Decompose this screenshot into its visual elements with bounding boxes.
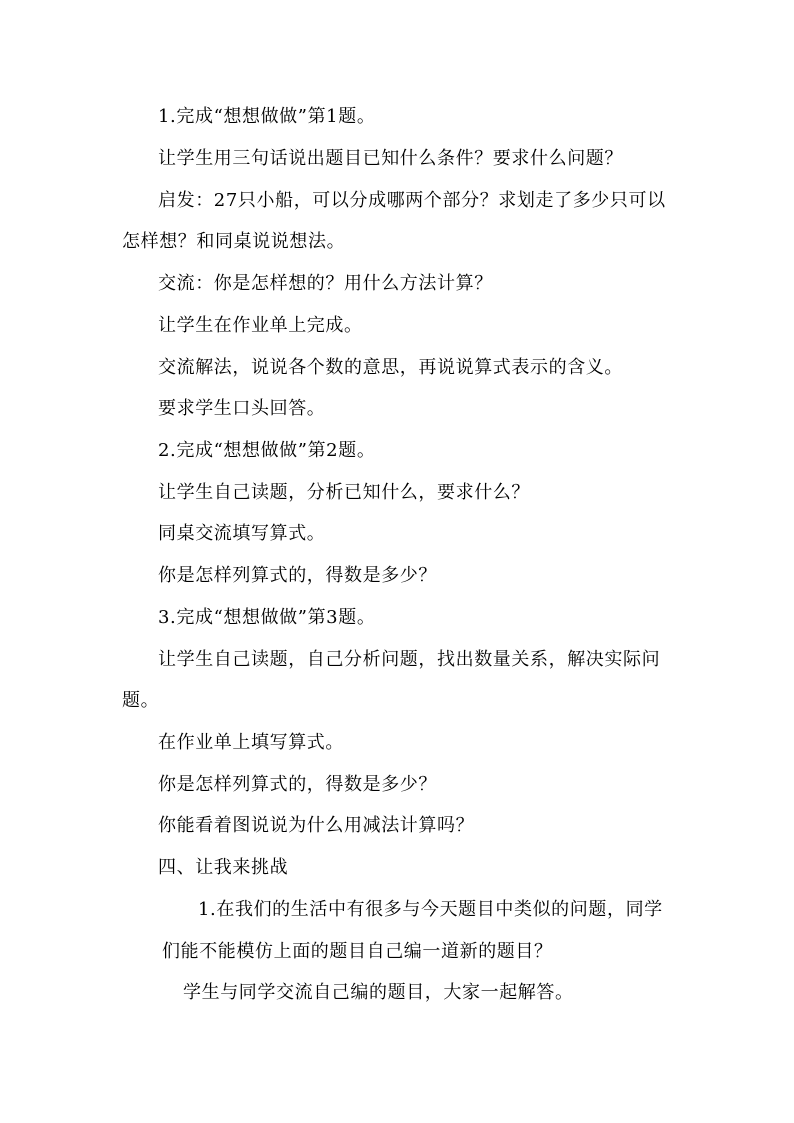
paragraph: 1.在我们的生活中有很多与今天题目中类似的问题，同学 [198, 899, 663, 920]
paragraph: 启发：27只小船，可以分成哪两个部分？求划走了多少只可以 [158, 190, 666, 211]
paragraph: 你是怎样列算式的，得数是多少？ [158, 774, 437, 795]
section-heading: 四、让我来挑战 [158, 857, 289, 878]
paragraph: 让学生用三句话说出题目已知什么条件？要求什么问题？ [158, 148, 623, 169]
item-3-heading: 3.完成“想想做做”第3题。 [158, 607, 376, 628]
paragraph-continuation: 怎样想？和同桌说说想法。 [122, 231, 346, 252]
item-2-heading: 2.完成“想想做做”第2题。 [158, 440, 376, 461]
paragraph: 你是怎样列算式的，得数是多少？ [158, 565, 437, 586]
paragraph: 让学生自己读题，自己分析问题，找出数量关系，解决实际问 [158, 649, 661, 670]
paragraph: 在作业单上填写算式。 [158, 732, 344, 753]
item-1-heading: 1.完成“想想做做”第1题。 [158, 106, 376, 127]
paragraph-continuation: 题。 [122, 690, 160, 711]
paragraph: 让学生在作业单上完成。 [158, 315, 363, 336]
paragraph-continuation: 们能不能模仿上面的题目自己编一道新的题目？ [162, 941, 553, 962]
paragraph: 学生与同学交流自己编的题目，大家一起解答。 [183, 982, 574, 1003]
paragraph: 要求学生口头回答。 [158, 398, 326, 419]
paragraph: 让学生自己读题，分析已知什么，要求什么？ [158, 482, 530, 503]
paragraph: 同桌交流填写算式。 [158, 523, 326, 544]
paragraph: 交流：你是怎样想的？用什么方法计算？ [158, 273, 493, 294]
paragraph: 交流解法，说说各个数的意思，再说说算式表示的含义。 [158, 357, 623, 378]
paragraph: 你能看着图说说为什么用减法计算吗？ [158, 815, 475, 836]
